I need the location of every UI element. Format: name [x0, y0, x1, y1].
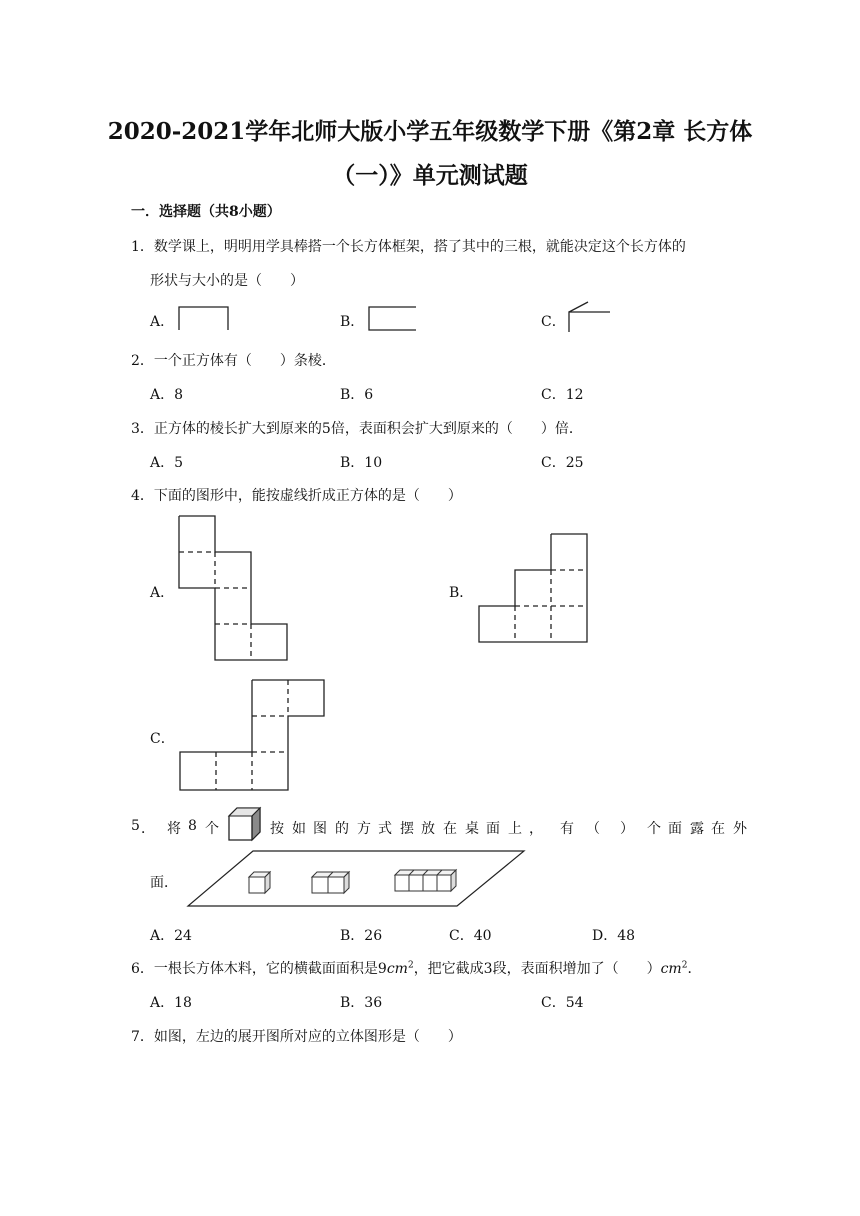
question-6-option-c: C．54	[541, 995, 584, 1011]
q1-frame-figure-a	[176, 304, 232, 332]
question-5-text-line-2: 面．	[150, 875, 178, 891]
q5-char: ，	[529, 821, 543, 837]
q5-char: 方	[357, 821, 371, 837]
q5-char: 按	[270, 821, 284, 837]
question-4-text: 4．下面的图形中，能按虚线折成正方体的是（ ）	[131, 488, 462, 504]
q5-char: 摆	[400, 821, 414, 837]
question-1-text-line-2: 形状与大小的是（ ）	[150, 273, 304, 289]
question-5-option-a: A．24	[150, 928, 192, 944]
q5-char: 露	[690, 821, 704, 837]
q5-char: 如	[292, 821, 306, 837]
q5-char: 个	[205, 821, 219, 837]
cube-icon	[227, 806, 263, 842]
q5-char: 桌	[465, 821, 479, 837]
question-6-unit: cm	[386, 961, 408, 977]
question-6-text-before: 6．一根长方体木料，它的横截面面积是9	[131, 961, 387, 977]
question-6-option-a: A．18	[150, 995, 192, 1011]
question-6-unit-sup-2: 2	[681, 960, 688, 971]
page-title-line-1: 2020-2021学年北师大版小学五年级数学下册《第2章 长方体	[107, 118, 753, 145]
q5-char: 图	[313, 821, 327, 837]
question-5-option-d: D．48	[592, 928, 636, 944]
q4-cube-net-b	[478, 533, 590, 645]
question-4-option-c: C．	[150, 731, 175, 747]
question-2-option-a: A．8	[150, 387, 184, 403]
q5-char: 式	[378, 821, 392, 837]
q5-char: （	[586, 821, 600, 837]
q5-char: 上	[508, 821, 522, 837]
question-1-text-line-1: 1．数学课上，明明用学具棒搭一个长方体框架，搭了其中的三根，就能决定这个长方体的	[131, 239, 686, 255]
q5-char: 有	[560, 821, 574, 837]
question-3-text: 3．正方体的棱长扩大到原来的5倍，表面积会扩大到原来的（ ）倍．	[131, 421, 583, 437]
question-6-text-middle: ，把它截成3段，表面积增加了（ ）	[413, 961, 661, 977]
question-6-option-b: B．36	[340, 995, 383, 1011]
question-3-option-a: A．5	[150, 455, 184, 471]
question-1-option-c: C．	[541, 314, 566, 330]
q4-cube-net-a	[178, 515, 290, 663]
question-1-option-a: A．	[150, 314, 175, 330]
section-heading: 一．选择题（共8小题）	[131, 204, 281, 220]
question-3-option-b: B．10	[340, 455, 383, 471]
q5-char: ）	[620, 821, 634, 837]
q5-char: 外	[733, 821, 747, 837]
q5-char: 将	[167, 821, 181, 837]
q5-char: 5	[131, 818, 140, 834]
question-6-unit-sup: 2	[407, 960, 414, 971]
q5-char: 在	[443, 821, 457, 837]
question-7-text: 7．如图，左边的展开图所对应的立体图形是（ ）	[131, 1029, 462, 1045]
question-6-unit-2: cm	[660, 961, 682, 977]
question-1-option-b: B．	[340, 314, 365, 330]
q5-char: 放	[421, 821, 435, 837]
q1-frame-figure-b	[366, 304, 420, 332]
q5-char: 8	[188, 818, 197, 834]
question-4-option-b: B．	[449, 585, 474, 601]
question-2-option-b: B．6	[340, 387, 374, 403]
q5-char: 个	[647, 821, 661, 837]
question-4-option-a: A．	[150, 585, 175, 601]
page-title-line-2: （一）》单元测试题	[332, 162, 528, 189]
q5-char: 面	[668, 821, 682, 837]
q5-char: 的	[335, 821, 349, 837]
question-6-text-end: ．	[687, 961, 702, 977]
question-3-option-c: C．25	[541, 455, 584, 471]
q5-char: 在	[711, 821, 725, 837]
question-2-option-c: C．12	[541, 387, 584, 403]
q1-frame-figure-c	[566, 299, 616, 335]
q4-cube-net-c	[179, 679, 327, 793]
q5-char: ．	[141, 821, 155, 837]
question-2-text: 2．一个正方体有（ ）条棱．	[131, 353, 336, 369]
question-6-text	[131, 958, 701, 978]
q5-desk-cubes-figure	[185, 848, 527, 910]
question-5-option-b: B．26	[340, 928, 383, 944]
q5-char: 面	[486, 821, 500, 837]
question-5-option-c: C．40	[449, 928, 492, 944]
